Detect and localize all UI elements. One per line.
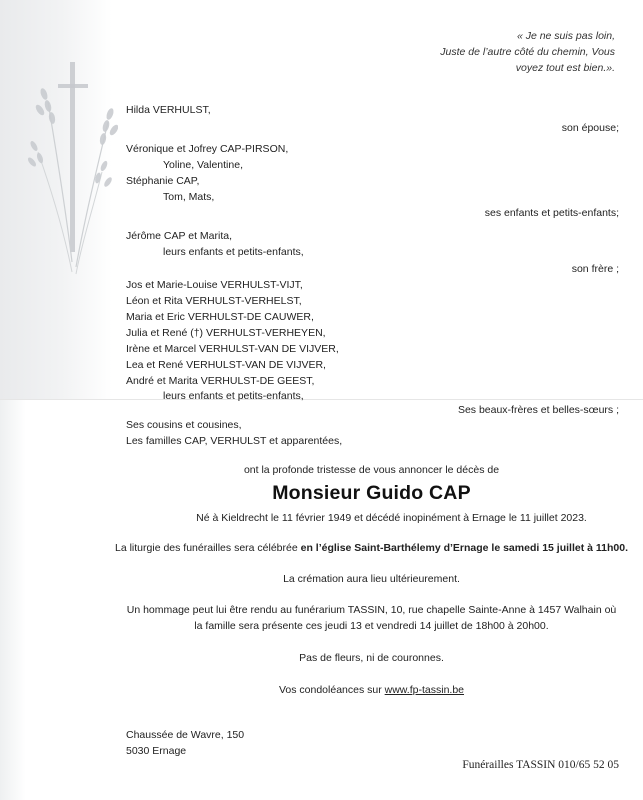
tribute-line-2: la famille sera présente ces jeudi 13 et vendredi 14 juillet de 18h00 à 20h00.	[194, 620, 549, 632]
quote-line-3: voyez tout est bien.».	[515, 62, 615, 74]
child-line-1: Véronique et Jofrey CAP-PIRSON,	[126, 143, 289, 155]
in-law-line: Jos et Marie-Louise VERHULST-VIJT,	[126, 279, 303, 291]
funeral-liturgy-details: en l’église Saint-Barthélemy d’Ernage le samedi 15 juillet à 11h00.	[300, 542, 628, 554]
condolences-prefix: Vos condoléances sur	[278, 684, 385, 696]
funeral-liturgy	[0, 542, 643, 554]
cremation-text: La crémation aura lieu ultérieurement.	[283, 573, 460, 585]
in-law-line: André et Marita VERHULST-DE GEEST,	[126, 375, 315, 387]
in-law-line: Irène et Marcel VERHULST-VAN DE VIJVER,	[126, 343, 339, 355]
families-line: Les familles CAP, VERHULST et apparentées,	[126, 435, 343, 447]
in-laws-family: leurs enfants et petits-enfants,	[163, 390, 304, 402]
birth-death-text: Né à Kieldrecht le 11 février 1949 et décédé inopinément à Ernage le 11 juillet 2023.	[196, 512, 587, 524]
condolences-link[interactable]: www.fp-tassin.be	[384, 684, 465, 696]
brother-family: leurs enfants et petits-enfants,	[163, 246, 304, 258]
funeral-liturgy-prefix: La liturgie des funérailles sera célébrée	[115, 542, 301, 554]
no-flowers-text: Pas de fleurs, ni de couronnes.	[299, 652, 444, 664]
quote-line-1: « Je ne suis pas loin,	[516, 30, 615, 42]
brother-relation: son frère ;	[571, 263, 619, 275]
spouse-name: Hilda VERHULST,	[126, 104, 211, 116]
grandchildren-line-1: Yoline, Valentine,	[163, 159, 243, 171]
quote-line-2: Juste de l’autre côté du chemin, Vous	[440, 46, 615, 58]
cousins-line: Ses cousins et cousines,	[126, 419, 242, 431]
address-city: 5030 Ernage	[126, 745, 187, 757]
in-law-line: Lea et René VERHULST-VAN DE VIJVER,	[126, 359, 326, 371]
address-street: Chaussée de Wavre, 150	[126, 729, 245, 741]
in-laws-relation: Ses beaux-frères et belles-sœurs ;	[457, 404, 619, 416]
in-law-line: Maria et Eric VERHULST-DE CAUWER,	[126, 311, 314, 323]
brother-name: Jérôme CAP et Marita,	[126, 230, 233, 242]
epigraph-quote	[355, 28, 615, 76]
in-law-line: Julia et René (†) VERHULST-VERHEYEN,	[126, 327, 326, 339]
spouse-relation: son épouse;	[561, 122, 619, 134]
tribute-line-1: Un hommage peut lui être rendu au funérarium TASSIN, 10, rue chapelle Sainte-Anne à 1457 Walhain où	[126, 604, 617, 616]
fold-line	[0, 399, 643, 400]
deceased-name: Monsieur Guido CAP	[272, 482, 471, 504]
announcement-text: ont la profonde tristesse de vous annoncer le décès de	[243, 464, 500, 476]
funeral-home-contact: Funérailles TASSIN 010/65 52 05	[462, 759, 619, 771]
decorative-side-band-lower	[0, 400, 26, 800]
cross-wheat-icon	[18, 62, 118, 302]
child-line-2: Stéphanie CAP,	[126, 175, 200, 187]
condolences-text	[0, 684, 643, 696]
grandchildren-line-2: Tom, Mats,	[163, 191, 215, 203]
in-law-line: Léon et Rita VERHULST-VERHELST,	[126, 295, 302, 307]
children-relation: ses enfants et petits-enfants;	[484, 207, 619, 219]
